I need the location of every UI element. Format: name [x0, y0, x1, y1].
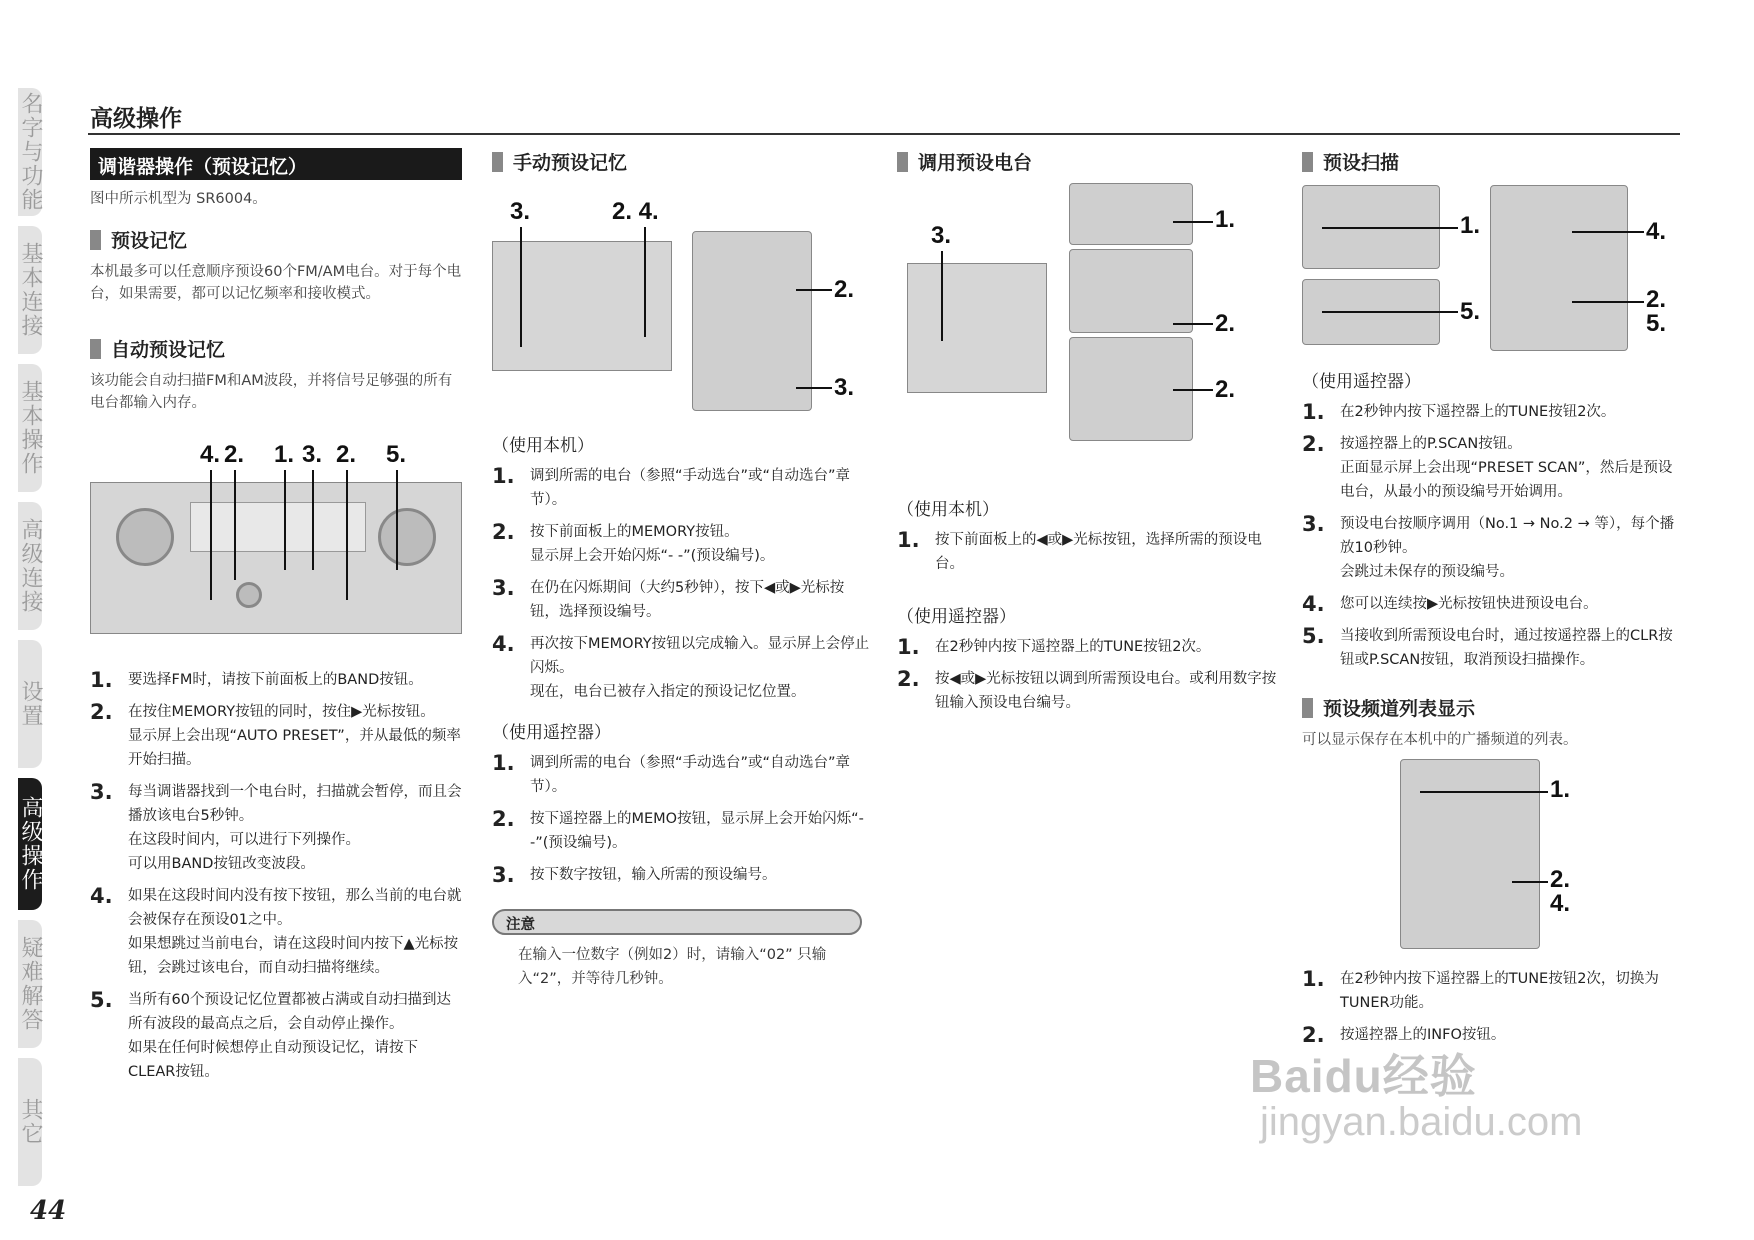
callout-1: 1. [1460, 212, 1481, 239]
step: 2. 按◀或▶光标按钮以调到所需预设电台。或利用数字按钮输入预设电台编号。 [897, 667, 1277, 711]
leader-line [210, 470, 212, 600]
remote-cursor [1069, 249, 1193, 333]
tab-troubleshooting[interactable]: 疑难解答 [18, 920, 42, 1048]
leader-line [396, 470, 398, 570]
leader-line [1420, 791, 1548, 793]
leader-line [312, 470, 314, 570]
input-knob [378, 508, 436, 566]
step: 2. 在按住MEMORY按钮的同时，按住▶光标按钮。 显示屏上会出现“AUTO PRESET”，并从最低的频率开始扫描。 [90, 700, 461, 768]
step: 3. 预设电台按顺序调用（No.1 → No.2 → 等），每个播放10秒钟。 会跳过未保存的预设编号。 [1302, 512, 1675, 580]
sub-heading-auto-preset: 自动预设记忆 [90, 335, 462, 362]
receiver-front-panel [907, 263, 1047, 393]
callout-3: 3. [302, 441, 323, 468]
callout-5b: 5. [1646, 310, 1667, 337]
preset-scan-steps [1302, 400, 1682, 672]
remote-control [692, 231, 812, 411]
callout-3b: 3. [834, 374, 855, 401]
step: 1. 调到所需的电台（参照“手动选台”或“自动选台”章节）。 [492, 751, 851, 795]
leader-line [520, 227, 522, 347]
step: 4. 再次按下MEMORY按钮以完成输入。显示屏上会停止闪烁。 现在，电台已被存入指定的预设记忆位置。 [492, 632, 870, 700]
remote-cursor [1490, 185, 1628, 351]
note-body: 在输入一位数字（例如2）时，请输入“02” 只输入“2”，并等待几秒钟。 [518, 947, 827, 987]
callout-4: 4. [1646, 218, 1667, 245]
callout-2b: 2. [336, 441, 357, 468]
step: 5. 当接收到所需预设电台时，通过按遥控器上的CLR按钮或P.SCAN按钮，取消预设扫描操作。 [1302, 624, 1673, 668]
tab-basic-connection[interactable]: 基本连接 [18, 226, 42, 354]
step: 1. 在2秒钟内按下遥控器上的TUNE按钮2次。 [897, 635, 1211, 659]
unit-steps [897, 528, 1277, 576]
section-bar: 调谐器操作（预设记忆） [90, 148, 462, 180]
page-number: 44 [30, 1196, 67, 1226]
preset-list-text: 可以显示保存在本机中的广播频道的列表。 [1302, 732, 1578, 748]
callout-4: 4. [200, 441, 221, 468]
callout-2: 2. [834, 276, 855, 303]
step: 3. 每当调谐器找到一个电台时，扫描就会暂停，而且会播放该电台5秒钟。 在这段时间内，可以进行下列操作。 可以用BAND按钮改变波段。 [90, 780, 462, 872]
unit-heading: （使用本机） [492, 436, 594, 456]
leader-line [1572, 231, 1644, 233]
leader-line [1572, 301, 1644, 303]
callout-2: 2. [224, 441, 245, 468]
watermark-logo: Baidu经验 [1250, 1050, 1477, 1102]
step: 4. 如果在这段时间内没有按下按钮，那么当前的电台就会被保存在预设01之中。 如果想跳过当前电台，请在这段时间内按下▲光标按钮，会跳过该电台，而自动扫描将继续。 [90, 884, 462, 976]
callout-2b: 2. [1215, 376, 1236, 403]
sub-heading-preset-scan: 预设扫描 [1302, 148, 1682, 175]
model-note: 图中所示机型为 SR6004。 [90, 191, 267, 207]
leader-line [1173, 389, 1213, 391]
watermark-url: jingyan.baidu.com [1260, 1100, 1583, 1144]
callout-3: 3. [931, 222, 952, 249]
title-rule [88, 133, 1680, 135]
step: 1. 在2秒钟内按下遥控器上的TUNE按钮2次。 [1302, 400, 1616, 424]
leader-line [1173, 221, 1213, 223]
unit-heading: （使用本机） [897, 500, 999, 520]
step: 3. 按下数字按钮，输入所需的预设编号。 [492, 863, 777, 887]
leader-line [284, 470, 286, 570]
column-1 [90, 148, 462, 1092]
side-tabs [18, 88, 60, 1196]
callout-4: 4. [1550, 890, 1571, 917]
leader-line [1322, 227, 1458, 229]
leader-line [644, 227, 646, 337]
leader-line [346, 470, 348, 600]
column-3 [897, 148, 1277, 723]
step: 3. 在仍在闪烁期间（大约5秒钟），按下◀或▶光标按钮，选择预设编号。 [492, 576, 845, 620]
sub-heading-manual-preset: 手动预设记忆 [492, 148, 872, 175]
callout-2: 2. [1646, 286, 1667, 313]
display-window [190, 502, 366, 552]
tab-basic-operation[interactable]: 基本操作 [18, 364, 42, 492]
column-2 [492, 148, 872, 991]
sub-heading-recall-preset: 调用预设电台 [897, 148, 1277, 175]
remote-heading: （使用遥控器） [492, 723, 611, 743]
step: 1. 调到所需的电台（参照“手动选台”或“自动选台”章节）。 [492, 464, 851, 508]
tab-advanced-operation[interactable]: 高级操作 [18, 778, 42, 910]
leader-line [234, 470, 236, 580]
callout-1: 1. [274, 441, 295, 468]
tab-advanced-connection[interactable]: 高级连接 [18, 502, 42, 630]
step: 4. 您可以连续按▶光标按钮快进预设电台。 [1302, 592, 1598, 616]
callout-2: 2. [1550, 866, 1571, 893]
preset-scan-figure [1302, 185, 1682, 355]
tab-other[interactable]: 其它 [18, 1058, 42, 1186]
callout-3: 3. [510, 198, 531, 225]
step: 5. 当所有60个预设记忆位置都被占满或自动扫描到达所有波段的最高点之后，会自动停止操作。 如果在任何时候想停止自动预设记忆，请按下CLEAR按钮。 [90, 988, 451, 1080]
note-header: 注意 [492, 909, 862, 935]
callout-2: 2. [1215, 310, 1236, 337]
leader-line [796, 289, 832, 291]
remote-steps [492, 751, 872, 887]
preset-memory-text: 本机最多可以任意顺序预设60个FM/AM电台。对于每个电台，如果需要，都可以记忆频率和接收模式。 [90, 264, 462, 302]
remote-heading: （使用遥控器） [1302, 372, 1421, 392]
leader-line [1322, 311, 1458, 313]
tab-names-functions[interactable]: 名字与功能 [18, 88, 42, 216]
cursor-button [236, 582, 262, 608]
auto-preset-text: 该功能会自动扫描FM和AM波段，并将信号足够强的所有电台都输入内存。 [90, 373, 453, 411]
page-title: 高级操作 [90, 106, 182, 132]
auto-preset-steps [90, 668, 462, 1084]
callout-1: 1. [1215, 206, 1236, 233]
sub-heading-preset-list: 预设频道列表显示 [1302, 694, 1682, 721]
leader-line [1512, 881, 1548, 883]
manual-preset-figure [492, 191, 872, 411]
recall-preset-figure [897, 183, 1277, 473]
leader-line [1173, 323, 1213, 325]
step: 1. 在2秒钟内按下遥控器上的TUNE按钮2次，切换为TUNER功能。 [1302, 967, 1659, 1011]
step: 1. 按下前面板上的◀或▶光标按钮，选择所需的预设电台。 [897, 528, 1262, 572]
preset-list-figure [1302, 759, 1682, 959]
remote-steps [897, 635, 1277, 715]
callout-5: 5. [1460, 298, 1481, 325]
callout-1: 1. [1550, 776, 1571, 803]
callout-5: 5. [386, 441, 407, 468]
leader-line [941, 251, 943, 341]
step: 2. 按遥控器上的P.SCAN按钮。 正面显示屏上会出现“PRESET SCAN”，然后是预设电台，从最小的预设编号开始调用。 [1302, 432, 1673, 500]
preset-list-steps [1302, 967, 1682, 1047]
remote-control [1400, 759, 1540, 949]
step: 1. 要选择FM时，请按下前面板上的BAND按钮。 [90, 668, 423, 692]
sub-heading-preset-memory: 预设记忆 [90, 226, 462, 253]
step: 2. 按遥控器上的INFO按钮。 [1302, 1023, 1506, 1047]
callout-2-4: 2. 4. [612, 198, 659, 225]
column-4 [1302, 148, 1682, 1055]
step: 2. 按下前面板上的MEMORY按钮。 显示屏上会开始闪烁“- -”(预设编号)。 [492, 520, 775, 564]
tab-setup[interactable]: 设置 [18, 640, 42, 768]
unit-steps [492, 464, 872, 704]
front-panel-figure [90, 442, 462, 642]
step: 2. 按下遥控器上的MEMO按钮，显示屏上会开始闪烁“- -”(预设编号)。 [492, 807, 864, 851]
leader-line [796, 387, 832, 389]
volume-knob [116, 508, 174, 566]
remote-heading: （使用遥控器） [897, 607, 1016, 627]
remote-top [1069, 183, 1193, 245]
